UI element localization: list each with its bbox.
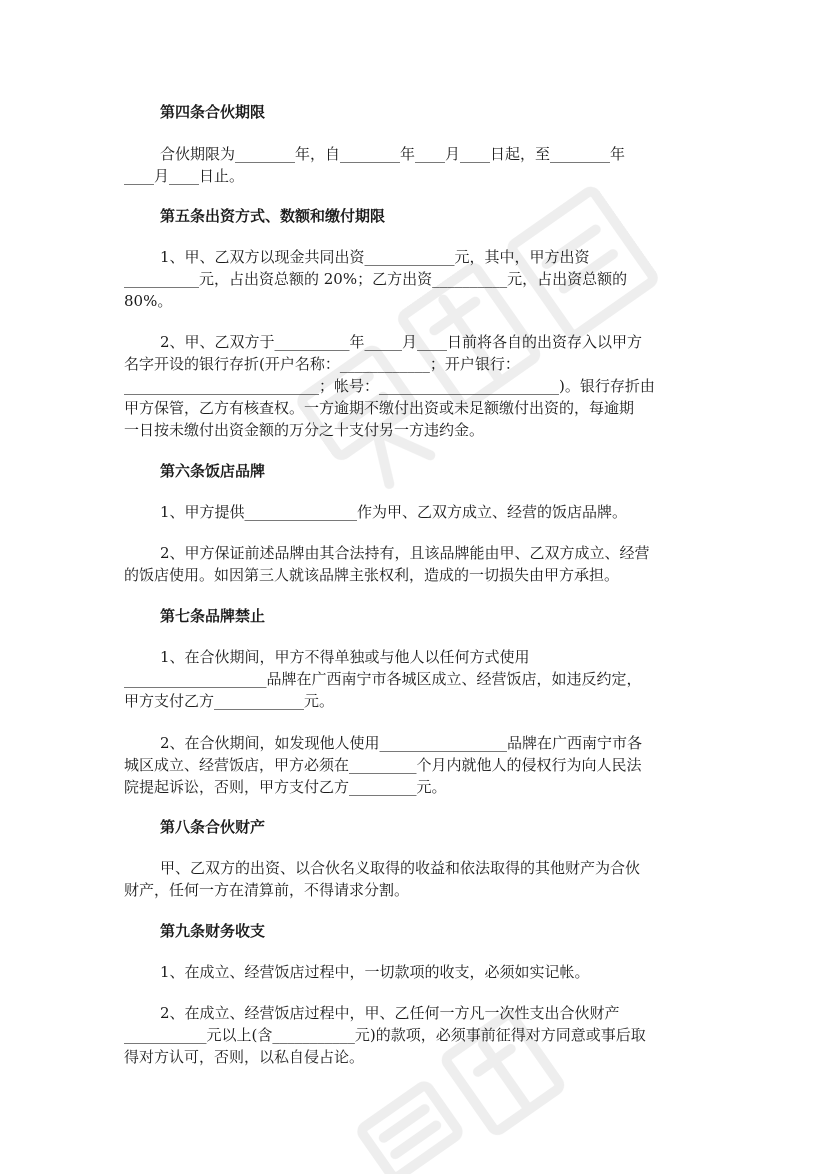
- s5-p1-line2: __________元，占出资总额的 20%；乙方出资__________元，占出资总额的: [124, 270, 628, 288]
- s5-p2-line5: 一日按未缴付出资金额的万分之十支付另一方违约金。: [124, 421, 485, 439]
- section-5-title: 第五条出资方式、数额和缴付期限: [160, 207, 386, 225]
- s5-p2-line3: __________________________；帐号：________________________)。银行存折由: [124, 377, 655, 395]
- s9-p2-line2: ___________元以上(含___________元)的款项，必须事前征得对方同意或事后取: [124, 1026, 646, 1044]
- s4-p1-line1: 合伙期限为________年，自________年____月____日起，至________年: [160, 145, 626, 163]
- s5-p2-line2: 名字开设的银行存折(开户名称：____________；开户银行：: [124, 355, 520, 373]
- s9-p2-line1: 2、在成立、经营饭店过程中，甲、乙任何一方凡一次性支出合伙财产: [160, 1004, 620, 1022]
- s5-p2-line4: 甲方保管，乙方有核查权。一方逾期不缴付出资或未足额缴付出资的，每逾期: [124, 399, 635, 417]
- section-9-title: 第九条财务收支: [160, 922, 266, 940]
- s4-p1-line2: ____月____日止。: [124, 167, 245, 185]
- s7-p1-line2: ___________________品牌在广西南宁市各城区成立、经营饭店，如违反约定，: [124, 670, 642, 688]
- s5-p1-line1: 1、甲、乙双方以现金共同出资____________元，其中，甲方出资: [160, 248, 590, 266]
- s7-p2-line2: 城区成立、经营饭店，甲方必须在_________个月内就他人的侵权行为向人民法: [124, 756, 642, 774]
- s8-p1-line2: 财产，任何一方在清算前，不得请求分割。: [124, 881, 410, 899]
- section-4-title: 第四条合伙期限: [160, 103, 266, 121]
- section-7-title: 第七条品牌禁止: [160, 607, 266, 625]
- s9-p2-line3: 得对方认可，否则，以私自侵占论。: [124, 1048, 365, 1066]
- s9-p1-line1: 1、在成立、经营饭店过程中，一切款项的收支，必须如实记帐。: [160, 963, 590, 981]
- s7-p2-line1: 2、在合伙期间，如发现他人使用_________________品牌在广西南宁市各: [160, 734, 643, 752]
- s6-p1-line1: 1、甲方提供_______________作为甲、乙双方成立、经营的饭店品牌。: [160, 503, 628, 521]
- section-6-title: 第六条饭店品牌: [160, 462, 266, 480]
- s6-p2-line2: 的饭店使用。如因第三人就该品牌主张权利，造成的一切损失由甲方承担。: [124, 566, 620, 584]
- s5-p2-line1: 2、甲、乙双方于__________年_____月____日前将各自的出资存入以甲方: [160, 333, 643, 351]
- s7-p2-line3: 院提起诉讼，否则，甲方支付乙方_________元。: [124, 778, 447, 796]
- s6-p2-line1: 2、甲方保证前述品牌由其合法持有，且该品牌能由甲、乙双方成立、经营: [160, 544, 650, 562]
- s8-p1-line1: 甲、乙双方的出资、以合伙名义取得的收益和依法取得的其他财产为合伙: [160, 859, 641, 877]
- s5-p1-line3: 80%。: [124, 292, 173, 310]
- s7-p1-line1: 1、在合伙期间，甲方不得单独或与他人以任何方式使用: [160, 648, 530, 666]
- s7-p1-line3: 甲方支付乙方____________元。: [124, 692, 335, 710]
- section-8-title: 第八条合伙财产: [160, 818, 266, 836]
